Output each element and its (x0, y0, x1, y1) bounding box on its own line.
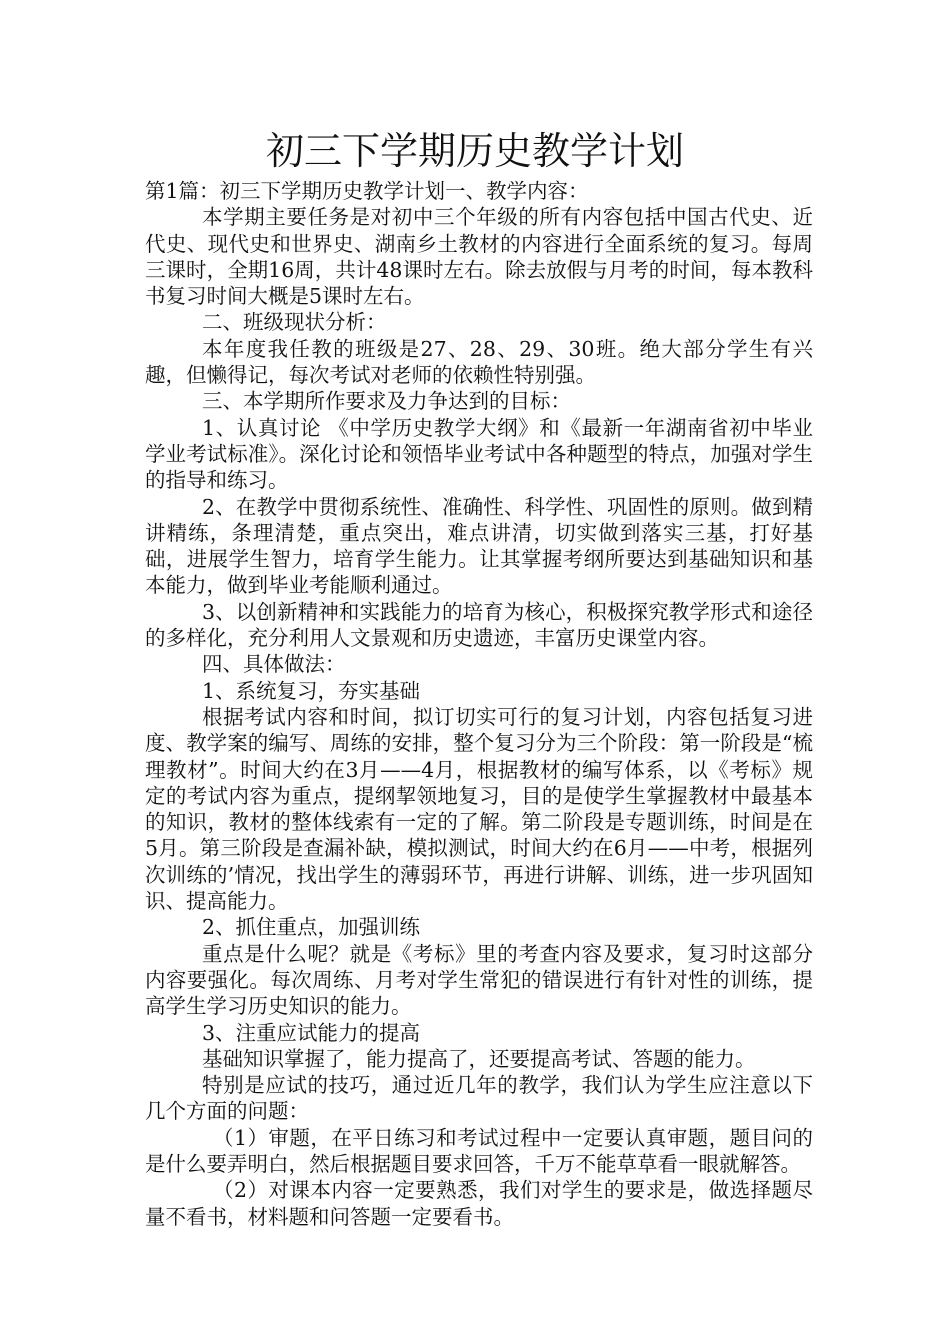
document-title: 初三下学期历史教学计划 (265, 129, 684, 173)
document-body (145, 178, 813, 1230)
paragraph: 1、认真讨论 《中学历史教学大纲》和《最新一年湖南省初中毕业学业考试标准》。深化讨论和领悟毕业考试中各种题型的特点，加强对学生的指导和练习。 (145, 415, 813, 493)
list-item: （2）对课本内容一定要熟悉，我们对学生的要求是，做选择题尽量不看书，材料题和问答题一定要看书。 (145, 1178, 813, 1229)
section-heading: 二、班级现状分析： (202, 310, 387, 335)
paragraph: 基础知识掌握了，能力提高了，还要提高考试、答题的能力。 (202, 1046, 756, 1071)
paragraph: 根据考试内容和时间，拟订切实可行的复习计划，内容包括复习进度、教学案的编写、周练的安排，整个复习分为三个阶段：第一阶段是“梳理教材”。时间大约在3月——4月，根据教材的编写体系，以《考标》规定的考试内容为重点，提纲挈领地复习，目的是使学生掌握教材中最基本的知识，教材的整体线索有一定的了解。第二阶段是专题训练，时间是在5月。第三阶段是查漏补缺，模拟测试，时间大约在6月——中考，根据列次训练的’情况，找出学生的薄弱环节，再进行讲解、训练，进一步巩固知识、提高能力。 (145, 704, 813, 914)
paragraph: 本学期主要任务是对初中三个年级的所有内容包括中国古代史、近代史、现代史和世界史、湖南乡土教材的内容进行全面系统的复习。每周三课时，全期16周，共计48课时左右。除去放假与月考的时间，每本教科书复习时间大概是5课时左右。 (145, 205, 813, 309)
paragraph: 重点是什么呢？就是《考标》里的考查内容及要求，复习时这部分内容要强化。每次周练、月考对学生常犯的错误进行有针对性的训练，提高学生学习历史知识的能力。 (145, 941, 813, 1019)
subsection-heading: 2、抓住重点，加强训练 (202, 915, 421, 940)
list-item: （1）审题，在平日练习和考试过程中一定要认真审题，题目问的是什么要弄明白，然后根据题目要求回答，千万不能草草看一眼就解答。 (145, 1125, 813, 1176)
paragraph: 2、在教学中贯彻系统性、准确性、科学性、巩固性的原则。做到精讲精练，条理清楚，重点突出，难点讲清，切实做到落实三基，打好基础，进展学生智力，培育学生能力。让其掌握考纲所要达到基础知识和基本能力，做到毕业考能顺利通过。 (145, 494, 813, 598)
paragraph: 特别是应试的技巧，通过近几年的教学，我们认为学生应注意以下几个方面的问题： (145, 1073, 813, 1124)
section-heading: 三、本学期所作要求及力争达到的目标： (202, 389, 571, 414)
subsection-heading: 1、系统复习，夯实基础 (202, 678, 421, 703)
paragraph: 3、以创新精神和实践能力的培育为核心，积极探究教学形式和途径的多样化，充分利用人文景观和历史遗迹，丰富历史课堂内容。 (145, 599, 813, 651)
subsection-heading: 3、注重应试能力的提高 (202, 1020, 421, 1045)
section-heading: 四、具体做法： (202, 652, 346, 677)
paragraph: 第1篇：初三下学期历史教学计划一、教学内容： (145, 179, 589, 203)
paragraph: 本年度我任教的班级是27、28、29、30班。绝大部分学生有兴趣，但懒得记，每次考试对老师的依赖性特别强。 (145, 336, 813, 388)
